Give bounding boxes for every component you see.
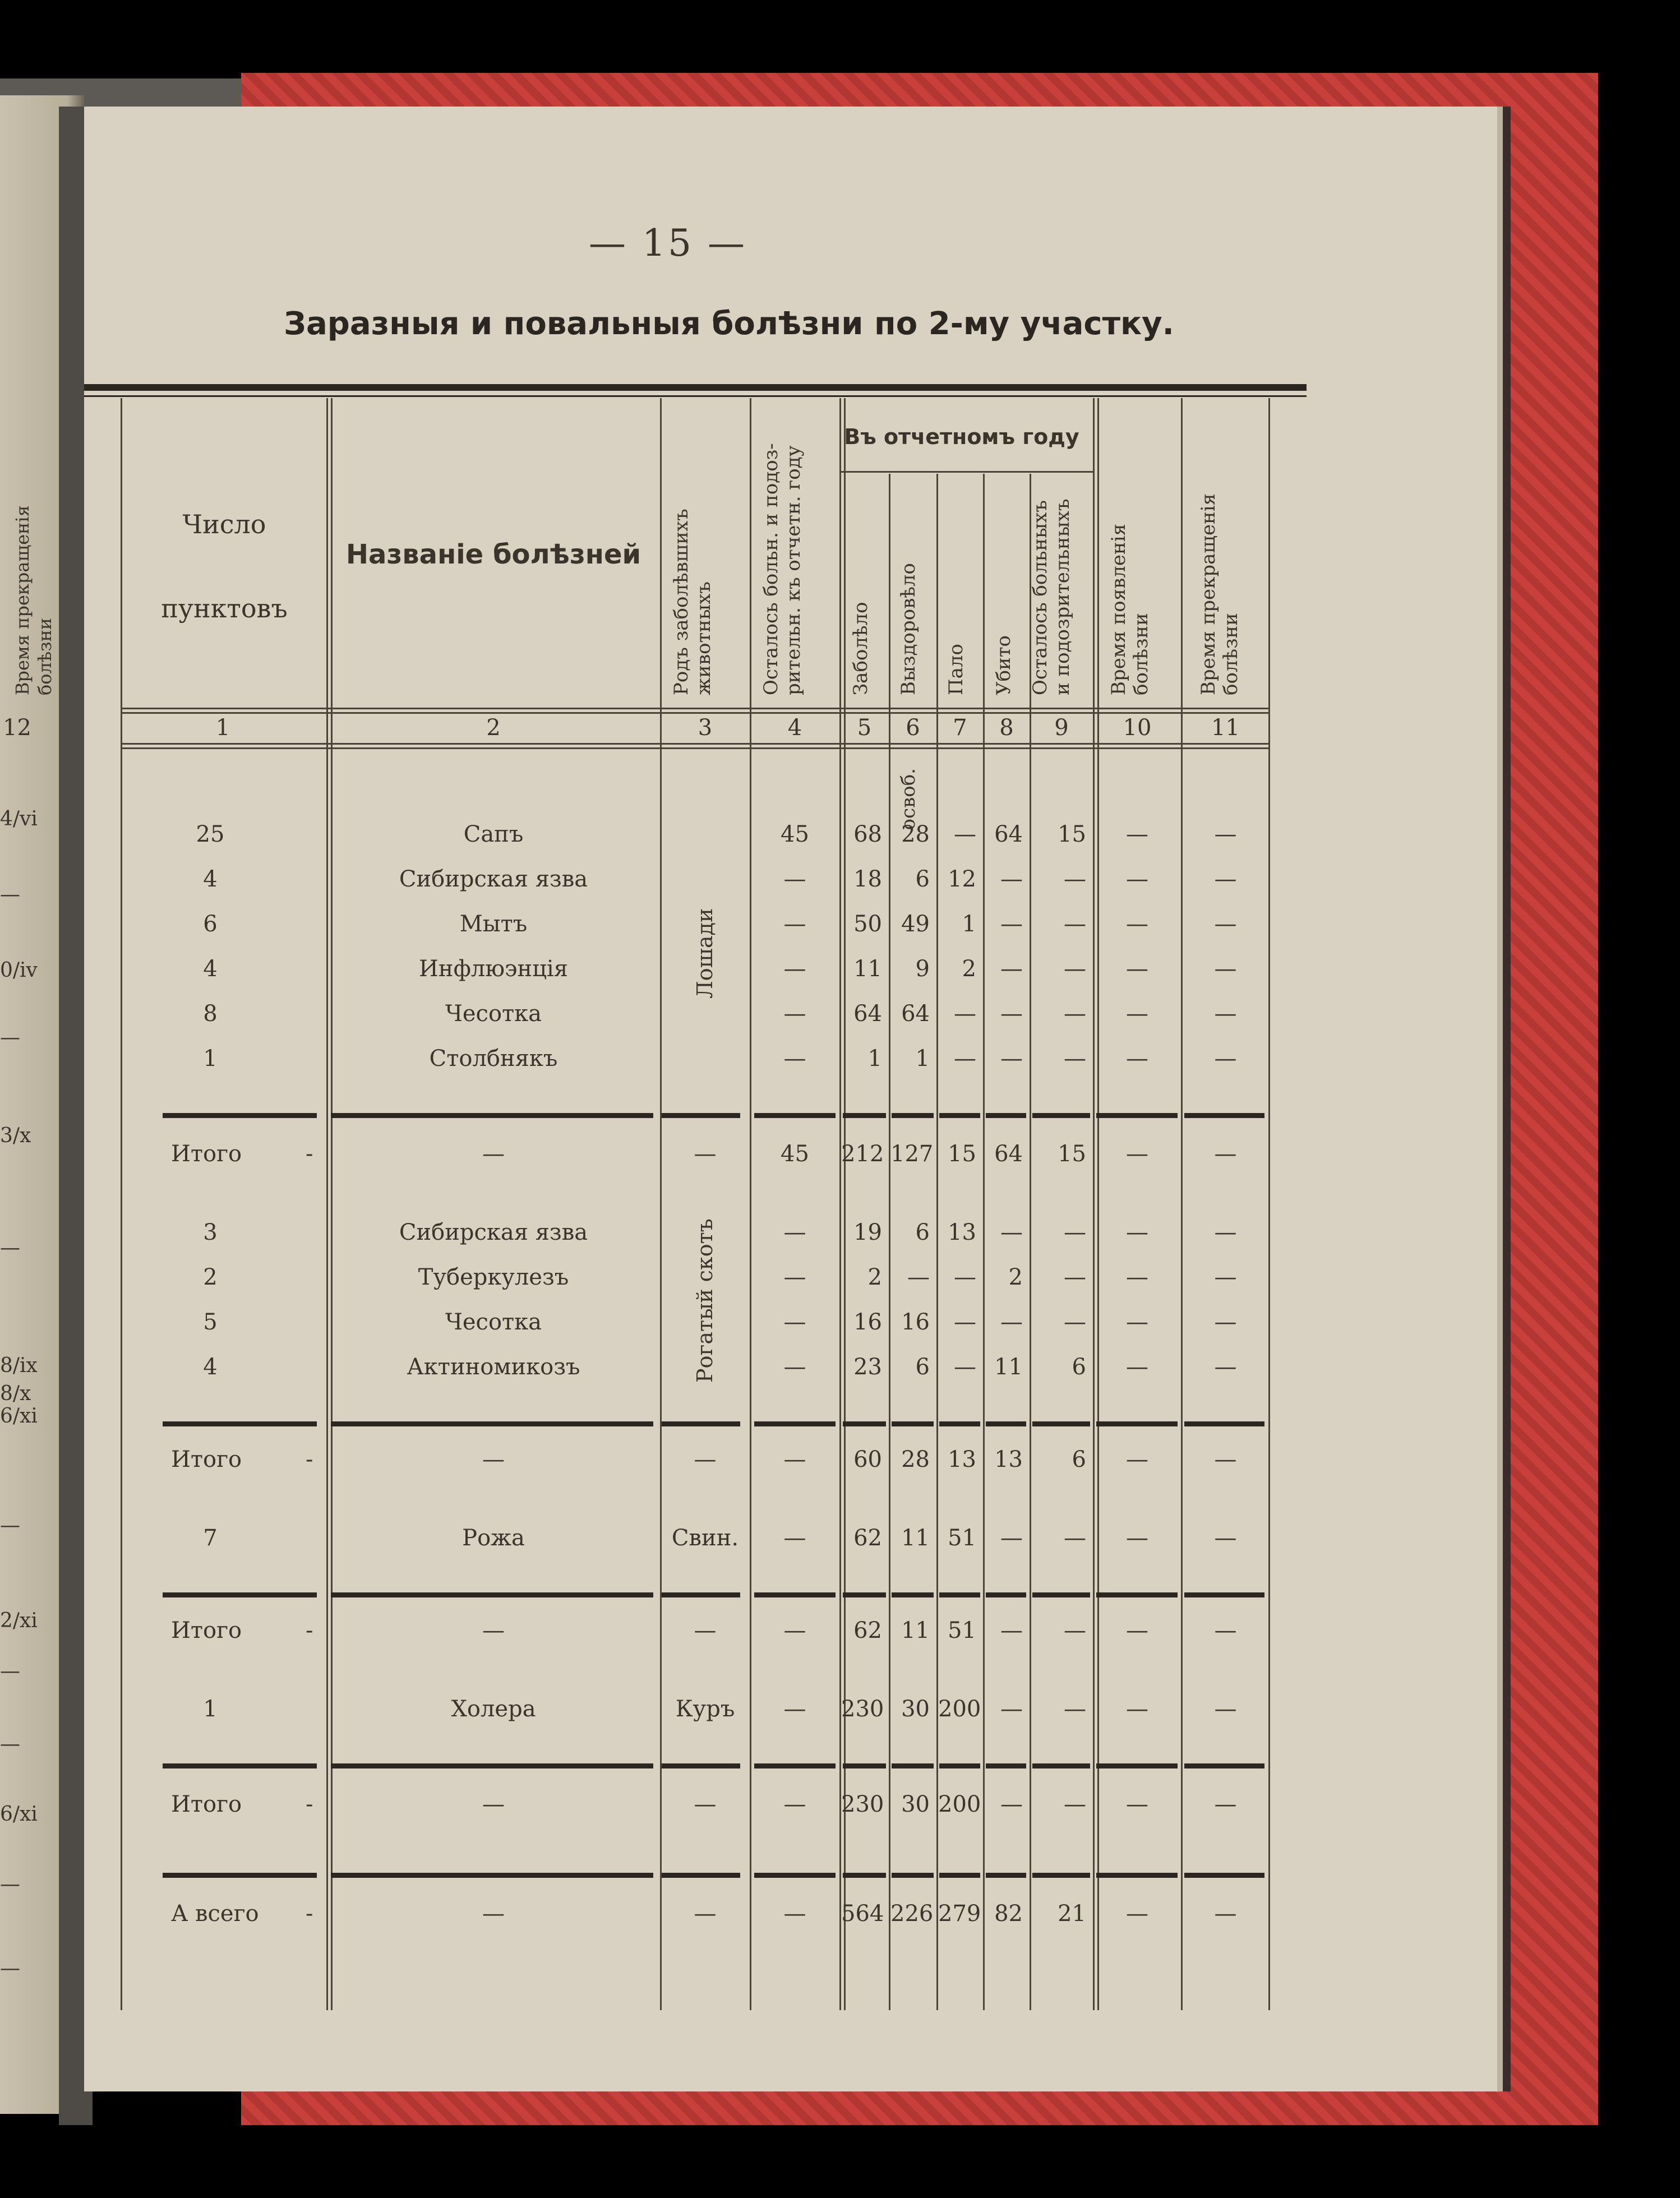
table-cell: —	[1126, 911, 1148, 937]
table-cell: 16	[901, 1309, 930, 1335]
table-cell: —	[1214, 1618, 1237, 1643]
total-separator	[662, 1421, 740, 1426]
disease-name: Холера	[451, 1696, 536, 1722]
total-separator	[1184, 1421, 1264, 1426]
table-cell: —	[694, 1618, 717, 1643]
table-cell: 51	[948, 1618, 976, 1643]
table-cell: 564	[841, 1901, 884, 1927]
group-total-label: Итого	[171, 1141, 242, 1167]
table-cell: —	[1214, 1001, 1237, 1027]
table-cell: 11	[994, 1354, 1023, 1380]
disease-name: Сибирская язва	[399, 1220, 588, 1245]
table-cell: —	[1126, 1264, 1148, 1290]
table-cell: 2	[203, 1264, 218, 1290]
table-cell: —	[694, 1447, 717, 1472]
column-number: 6	[906, 715, 920, 741]
table-cell: 50	[853, 911, 882, 937]
total-separator	[843, 1763, 886, 1768]
table-cell: 212	[841, 1141, 884, 1167]
total-separator	[843, 1421, 886, 1426]
header-col3: Родъ заболѣвшихъ животныхъ	[670, 509, 715, 695]
animal-type: Куръ	[675, 1696, 735, 1722]
table-cell: 230	[841, 1791, 884, 1817]
column-divider	[121, 398, 122, 2010]
table-cell: —	[1064, 1309, 1086, 1335]
animal-type: Свин.	[671, 1525, 739, 1551]
table-cell: 28	[901, 1447, 930, 1472]
table-cell: —	[1126, 1354, 1148, 1380]
table-cell: 64	[901, 1001, 930, 1027]
group-total-label: Итого	[171, 1791, 242, 1817]
page-title: Заразныя и повальныя болѣзни по 2-му участку.	[284, 306, 1174, 342]
disease-name: Инфлюэнція	[419, 956, 568, 982]
table-cell: 9	[915, 956, 930, 982]
total-separator	[754, 1421, 836, 1426]
table-cell: —	[1214, 956, 1237, 982]
table-cell: 64	[994, 1141, 1023, 1167]
header-col6: Выздоровѣло	[897, 563, 920, 695]
colnum-bottom-line	[121, 743, 1270, 745]
table-cell: 12	[948, 866, 976, 892]
total-separator	[754, 1113, 836, 1118]
table-cell: 25	[196, 821, 225, 847]
table-cell: —	[954, 821, 976, 847]
table-cell: 127	[890, 1141, 934, 1167]
table-cell: —	[954, 1264, 976, 1290]
table-cell: 30	[901, 1791, 930, 1817]
table-cell: —	[1064, 911, 1086, 937]
left-page-item: —	[0, 1026, 20, 1049]
table-cell: —	[783, 911, 806, 937]
total-separator	[986, 1421, 1026, 1426]
total-separator	[1184, 1592, 1264, 1597]
table-cell: —	[1000, 956, 1023, 982]
table-cell: —	[1214, 1354, 1237, 1380]
table-cell: —	[783, 1618, 806, 1643]
total-separator	[892, 1763, 934, 1768]
header-bottom-line	[121, 712, 1270, 714]
table-cell: —	[1214, 866, 1237, 892]
table-cell: —	[1214, 911, 1237, 937]
table-cell: —	[1064, 1618, 1086, 1643]
total-separator	[1184, 1113, 1264, 1118]
disease-name: Мытъ	[459, 911, 528, 937]
table-cell: —	[1000, 1220, 1023, 1245]
osvob-note: освоб.	[897, 768, 920, 830]
table-cell: —	[783, 1001, 806, 1027]
header-col1: Число пунктовъ	[161, 509, 288, 624]
table-cell: 15	[1058, 821, 1086, 847]
total-separator	[163, 1421, 317, 1426]
table-cell: 3	[203, 1220, 218, 1245]
total-separator	[939, 1873, 980, 1878]
total-separator	[986, 1592, 1026, 1597]
header-col11: Время прекращенія болѣзни	[1197, 493, 1242, 695]
column-number: 2	[486, 715, 501, 741]
disease-name: Чесотка	[445, 1309, 542, 1335]
table-cell: —	[1126, 1001, 1148, 1027]
table-cell: —	[694, 1791, 717, 1817]
total-separator	[331, 1421, 653, 1426]
table-cell: —	[954, 1354, 976, 1380]
left-page-item: 0/iv	[0, 959, 38, 982]
disease-name: Чесотка	[445, 1001, 542, 1027]
top-rule	[84, 384, 1307, 391]
total-separator	[662, 1763, 740, 1768]
table-cell: —	[783, 956, 806, 982]
table-cell: —	[1000, 1309, 1023, 1335]
total-separator	[331, 1592, 653, 1597]
total-separator	[939, 1592, 980, 1597]
table-cell: —	[954, 1309, 976, 1335]
table-cell: —	[1214, 1141, 1237, 1167]
table-cell: 6	[915, 866, 930, 892]
group-total-label: Итого	[171, 1447, 242, 1472]
left-page-item: —	[0, 1514, 20, 1537]
table-cell: 200	[938, 1696, 981, 1722]
table-cell: 64	[994, 821, 1023, 847]
table-cell: —	[954, 1001, 976, 1027]
table-cell: —	[783, 1309, 806, 1335]
table-cell: —	[1126, 1141, 1148, 1167]
table-cell: 45	[781, 1141, 809, 1167]
total-separator	[1032, 1592, 1090, 1597]
column-number: 4	[787, 715, 802, 741]
table-cell: —	[783, 1264, 806, 1290]
table-cell: 13	[948, 1447, 976, 1472]
table-cell: —	[1064, 1264, 1086, 1290]
column-divider	[326, 398, 328, 2010]
total-separator	[662, 1592, 740, 1597]
table-cell: —	[1000, 1618, 1023, 1643]
table-cell: —	[1064, 1046, 1086, 1072]
total-separator	[1032, 1763, 1090, 1768]
table-cell: —	[1126, 1525, 1148, 1551]
table-cell: —	[1000, 911, 1023, 937]
table-cell: —	[1214, 1525, 1237, 1551]
total-separator	[892, 1592, 934, 1597]
total-separator	[1096, 1113, 1178, 1118]
header-col5: Заболѣло	[850, 602, 872, 695]
top-rule-thin	[84, 395, 1307, 397]
column-number: 8	[999, 715, 1014, 741]
header-col8: Убито	[993, 635, 1015, 695]
total-separator	[986, 1763, 1026, 1768]
disease-name: Сибирская язва	[399, 866, 588, 892]
table-cell: —	[482, 1901, 505, 1927]
table-cell: 15	[1058, 1141, 1086, 1167]
total-separator	[163, 1873, 317, 1878]
disease-name: Актиномикозъ	[407, 1354, 580, 1380]
table-cell: —	[482, 1141, 505, 1167]
table-cell: 19	[853, 1220, 882, 1245]
total-separator	[1096, 1592, 1178, 1597]
table-cell: 21	[1058, 1901, 1086, 1927]
table-cell: —	[1126, 956, 1148, 982]
table-cell: —	[694, 1901, 717, 1927]
total-separator	[754, 1763, 836, 1768]
total-separator	[1184, 1763, 1264, 1768]
total-separator	[1032, 1873, 1090, 1878]
colnum-bottom-line	[121, 747, 1270, 749]
table-cell: 1	[867, 1046, 882, 1072]
table-cell: —	[1126, 1447, 1148, 1472]
total-separator	[1184, 1873, 1264, 1878]
column-number: 5	[857, 715, 872, 741]
table-cell: —	[1126, 1696, 1148, 1722]
table-cell: —	[1064, 1001, 1086, 1027]
left-page-item: 4/vi	[0, 807, 38, 830]
header-group: Въ отчетномъ году	[844, 424, 1079, 449]
left-page-header: Время прекращенія болѣзни	[12, 505, 56, 695]
table-cell: —	[482, 1618, 505, 1643]
table-cell: —	[1126, 1618, 1148, 1643]
table-cell: 82	[994, 1901, 1023, 1927]
total-separator	[843, 1592, 886, 1597]
table-cell: —	[1126, 1791, 1148, 1817]
left-page-item: 8/ix	[0, 1354, 38, 1377]
total-separator	[939, 1113, 980, 1118]
total-separator	[163, 1592, 317, 1597]
table-cell: —	[1064, 1696, 1086, 1722]
total-separator	[331, 1763, 653, 1768]
left-page-col-number: 12	[3, 715, 31, 741]
table-cell: 200	[938, 1791, 981, 1817]
column-number: 7	[953, 715, 967, 741]
total-marker: -	[306, 1141, 313, 1167]
column-number: 9	[1054, 715, 1069, 741]
header-col9: Осталось больныхъ и подозрительныхъ	[1029, 498, 1074, 695]
table-cell: 279	[938, 1901, 981, 1927]
page-number: — 15 —	[589, 221, 747, 265]
table-cell: —	[482, 1791, 505, 1817]
left-page-item: 2/xi	[0, 1609, 38, 1632]
total-separator	[754, 1873, 836, 1878]
table-cell: 28	[901, 821, 930, 847]
header-col7: Пало	[945, 644, 967, 695]
total-marker: -	[306, 1618, 313, 1643]
table-cell: —	[1214, 1264, 1237, 1290]
total-separator	[754, 1592, 836, 1597]
table-cell: —	[1000, 1525, 1023, 1551]
left-page-item: —	[0, 883, 20, 906]
total-separator	[843, 1113, 886, 1118]
table-cell: 11	[901, 1525, 930, 1551]
table-cell: —	[783, 866, 806, 892]
animal-type: Лошади	[693, 908, 717, 999]
disease-name: Столбнякъ	[429, 1046, 558, 1072]
table-cell: —	[783, 1525, 806, 1551]
left-page-item: 8/x	[0, 1382, 31, 1405]
table-cell: 62	[853, 1618, 882, 1643]
left-page-item: 6/xi	[0, 1803, 38, 1826]
table-cell: 2	[867, 1264, 882, 1290]
table-cell: —	[1214, 1696, 1237, 1722]
table-cell: —	[1214, 1046, 1237, 1072]
table-cell: 4	[203, 866, 218, 892]
total-separator	[1032, 1113, 1090, 1118]
left-page-item: —	[0, 1957, 20, 1980]
header-col10: Время появленія болѣзни	[1107, 524, 1152, 695]
table-cell: —	[482, 1447, 505, 1472]
column-divider	[1181, 398, 1183, 2010]
table-cell: —	[1214, 1447, 1237, 1472]
column-divider	[1093, 398, 1095, 2010]
table-cell: —	[783, 1791, 806, 1817]
column-number: 11	[1211, 715, 1240, 741]
animal-type: Рогатый скотъ	[693, 1218, 717, 1383]
table-cell: 2	[962, 956, 976, 982]
table-cell: —	[1064, 1220, 1086, 1245]
total-separator	[892, 1421, 934, 1426]
table-cell: 1	[915, 1046, 930, 1072]
total-separator	[1032, 1421, 1090, 1426]
column-divider	[839, 398, 841, 2010]
table-cell: 51	[948, 1525, 976, 1551]
table-cell: 23	[853, 1354, 882, 1380]
header-col2: Названіе болѣзней	[345, 539, 641, 570]
table-cell: —	[1126, 1309, 1148, 1335]
grand-total-label: А всего	[171, 1901, 259, 1927]
table-cell: —	[1126, 1901, 1148, 1927]
left-page-item: 3/x	[0, 1124, 31, 1147]
total-separator	[892, 1113, 934, 1118]
column-divider	[750, 398, 751, 2010]
table-cell: 15	[948, 1141, 976, 1167]
table-cell: —	[1064, 1525, 1086, 1551]
table-cell: —	[1126, 1046, 1148, 1072]
table-cell: 1	[203, 1046, 218, 1072]
table-cell: 62	[853, 1525, 882, 1551]
total-separator	[986, 1873, 1026, 1878]
table-cell: 7	[203, 1525, 218, 1551]
total-separator	[163, 1113, 317, 1118]
table-cell: —	[783, 1046, 806, 1072]
disease-name: Рожа	[462, 1525, 525, 1551]
table-cell: —	[1000, 1046, 1023, 1072]
total-marker: -	[306, 1447, 313, 1472]
table-cell: 45	[781, 821, 809, 847]
table-cell: 6	[915, 1220, 930, 1245]
table-cell: 68	[853, 821, 882, 847]
table-cell: —	[954, 1046, 976, 1072]
header-bottom-line	[121, 708, 1270, 709]
total-marker: -	[306, 1901, 313, 1927]
header-col4: Осталось больн. и подоз- рительн. къ отчетн. году	[760, 443, 805, 695]
table-cell: —	[783, 1901, 806, 1927]
table-cell: 16	[853, 1309, 882, 1335]
table-cell: —	[1064, 1791, 1086, 1817]
table-cell: 13	[948, 1220, 976, 1245]
group-total-label: Итого	[171, 1618, 242, 1643]
table-cell: —	[783, 1696, 806, 1722]
table-cell: 2	[1008, 1264, 1023, 1290]
table-cell: —	[1126, 866, 1148, 892]
table-cell: 60	[853, 1447, 882, 1472]
total-separator	[662, 1873, 740, 1878]
total-separator	[939, 1421, 980, 1426]
table-cell: —	[907, 1264, 930, 1290]
left-page-item: —	[0, 1660, 20, 1683]
table-cell: 18	[853, 866, 882, 892]
table-cell: —	[694, 1141, 717, 1167]
table-cell: —	[1064, 866, 1086, 892]
group-underline	[839, 471, 1093, 473]
total-separator	[1096, 1421, 1178, 1426]
table-cell: —	[783, 1447, 806, 1472]
table-cell: 8	[203, 1001, 218, 1027]
total-separator	[331, 1113, 653, 1118]
left-page-item: —	[0, 1733, 20, 1756]
left-page-item: —	[0, 1236, 20, 1259]
left-page-item: 6/xi	[0, 1405, 38, 1428]
table-cell: —	[1126, 1220, 1148, 1245]
column-number: 3	[698, 715, 713, 741]
table-cell: —	[1126, 821, 1148, 847]
table-cell: —	[1214, 1791, 1237, 1817]
disease-name: Туберкулезъ	[418, 1264, 569, 1290]
total-marker: -	[306, 1791, 313, 1817]
table-cell: —	[1064, 956, 1086, 982]
total-separator	[1096, 1873, 1178, 1878]
table-cell: —	[1214, 1309, 1237, 1335]
column-number: 1	[215, 715, 230, 741]
table-cell: —	[1214, 1901, 1237, 1927]
total-separator	[843, 1873, 886, 1878]
table-cell: —	[1214, 1220, 1237, 1245]
table-cell: 6	[1072, 1447, 1086, 1472]
total-separator	[892, 1873, 934, 1878]
left-page-item: —	[0, 1873, 20, 1896]
table-cell: 6	[915, 1354, 930, 1380]
table-cell: —	[1000, 1791, 1023, 1817]
table-cell: 5	[203, 1309, 218, 1335]
table-cell: 230	[841, 1696, 884, 1722]
table-cell: 13	[994, 1447, 1023, 1472]
table-cell: 226	[890, 1901, 934, 1927]
table-cell: 11	[853, 956, 882, 982]
total-separator	[939, 1763, 980, 1768]
table-cell: —	[783, 1354, 806, 1380]
total-separator	[163, 1763, 317, 1768]
table-cell: —	[1000, 1696, 1023, 1722]
table-cell: —	[1000, 1001, 1023, 1027]
table-cell: —	[1214, 821, 1237, 847]
table-cell: 4	[203, 1354, 218, 1380]
table-cell: 64	[853, 1001, 882, 1027]
table-cell: 1	[203, 1696, 218, 1722]
disease-name: Сапъ	[463, 821, 524, 847]
total-separator	[662, 1113, 740, 1118]
total-separator	[331, 1873, 653, 1878]
column-divider	[1268, 398, 1270, 2010]
table-cell: 49	[901, 911, 930, 937]
table-cell: 6	[1072, 1354, 1086, 1380]
table-cell: 6	[203, 911, 218, 937]
table-cell: —	[783, 1220, 806, 1245]
table-cell: 4	[203, 956, 218, 982]
table-cell: 1	[962, 911, 976, 937]
total-separator	[1096, 1763, 1178, 1768]
total-separator	[986, 1113, 1026, 1118]
column-number: 10	[1123, 715, 1152, 741]
table-cell: 30	[901, 1696, 930, 1722]
table-cell: —	[1000, 866, 1023, 892]
table-cell: 11	[901, 1618, 930, 1643]
